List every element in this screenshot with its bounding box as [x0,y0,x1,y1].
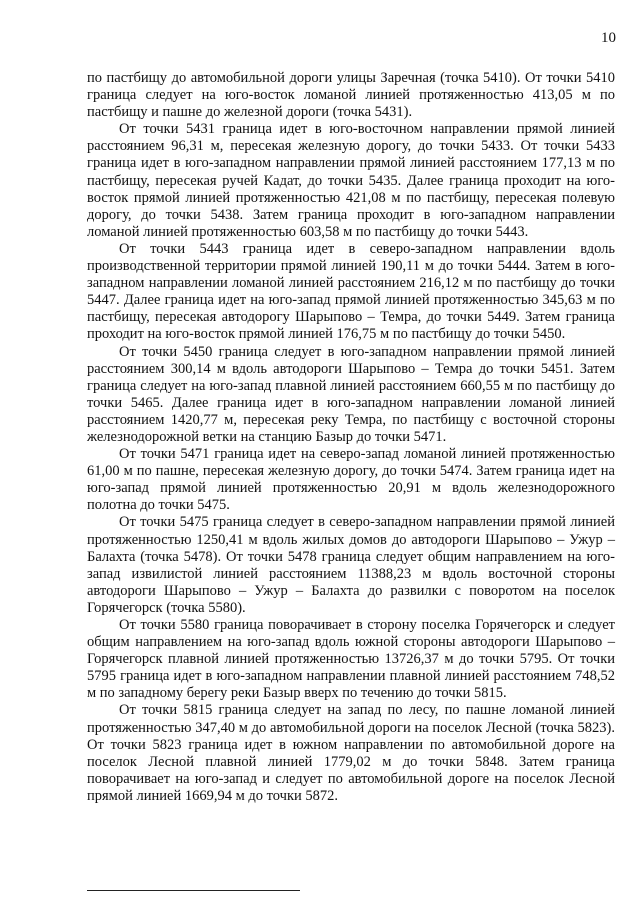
footnote-separator-line [87,890,300,891]
body-text [87,70,615,805]
paragraph: От точки 5443 граница идет в северо-западном направлении вдоль производственной территории прямой линией 190,11 м до точки 5444. Затем в юго-западном направлении ломаной линией расстоянием 216,12 м по пастбищу до точки 5447. Далее граница идет на юго-запад прямой линией протяженностью 345,63 м по пастбищу, пересекая автодорогу Шарыпово – Темра, до точки 5449. Затем граница проходит на юго-восток прямой линией 176,75 м по пастбищу до точки 5450. [87,240,615,343]
paragraph: От точки 5580 граница поворачивает в сторону поселка Горячегорск и следует общим направлением на юго-запад вдоль южной стороны автодороги Шарыпово – Горячегорск плавной линией протяженностью 13726,37 м до точки 5795. От точки 5795 граница идет в юго-западном направлении плавной линией расстоянием 748,52 м по западному берегу реки Базыр вверх по течению до точки 5815. [87,617,615,702]
paragraph: От точки 5431 граница идет в юго-восточном направлении прямой линией расстоянием 96,31 м, пересекая железную дорогу, до точки 5433. От точки 5433 граница идет в юго-западном направлении прямой линией расстоянием 177,13 м по пастбищу, пересекая ручей Кадат, до точки 5435. Далее граница проходит на юго-восток прямой линией протяженностью 421,08 м по пастбищу, пересекая полевую дорогу, до точки 5438. Затем граница проходит в юго-западном направлении ломаной линией протяженностью 603,58 м по пастбищу до точки 5443. [87,121,615,240]
paragraph: От точки 5471 граница идет на северо-запад ломаной линией протяженностью 61,00 м по пашне, пересекая железную дорогу, до точки 5474. Затем граница идет на юго-запад прямой линией протяженностью 20,91 м вдоль железнодорожного полотна до точки 5475. [87,446,615,514]
paragraph: От точки 5475 граница следует в северо-западном направлении прямой линией протяженностью 1250,41 м вдоль жилых домов до автодороги Шарыпово – Ужур – Балахта (точка 5478). От точки 5478 граница следует общим направлением на юго-запад извилистой линией расстоянием 11388,23 м вдоль восточной стороны автодороги Шарыпово – Ужур – Балахта до развилки с поворотом на поселок Горячегорск (точка 5580). [87,514,615,616]
paragraph: От точки 5815 граница следует на запад по лесу, по пашне ломаной линией протяженностью 347,40 м до автомобильной дороги на поселок Лесной (точка 5823). От точки 5823 граница идет в южном направлении по автомобильной дороге на поселок Лесной плавной линией 1779,02 м до точки 5848. Затем граница поворачивает на юго-запад и следует по автомобильной дороге на поселок Лесной прямой линией 1669,94 м до точки 5872. [87,702,615,804]
page-number: 10 [601,30,616,46]
paragraph-continuation: по пастбищу до автомобильной дороги улицы Заречная (точка 5410). От точки 5410 граница следует на юго-восток ломаной линией протяженностью 413,05 м по пастбищу и пашне до железной дороги (точка 5431). [87,70,615,121]
paragraph: От точки 5450 граница следует в юго-западном направлении прямой линией расстоянием 300,14 м вдоль автодороги Шарыпово – Темра до точки 5451. Затем граница следует на юго-запад плавной линией расстоянием 660,55 м по пастбищу до точки 5465. Далее граница идет в юго-западном направлении ломаной линией расстоянием 1420,77 м, пересекая реку Темра, по пастбищу с восточной стороны железнодорожной ветки на станцию Базыр до точки 5471. [87,343,615,445]
